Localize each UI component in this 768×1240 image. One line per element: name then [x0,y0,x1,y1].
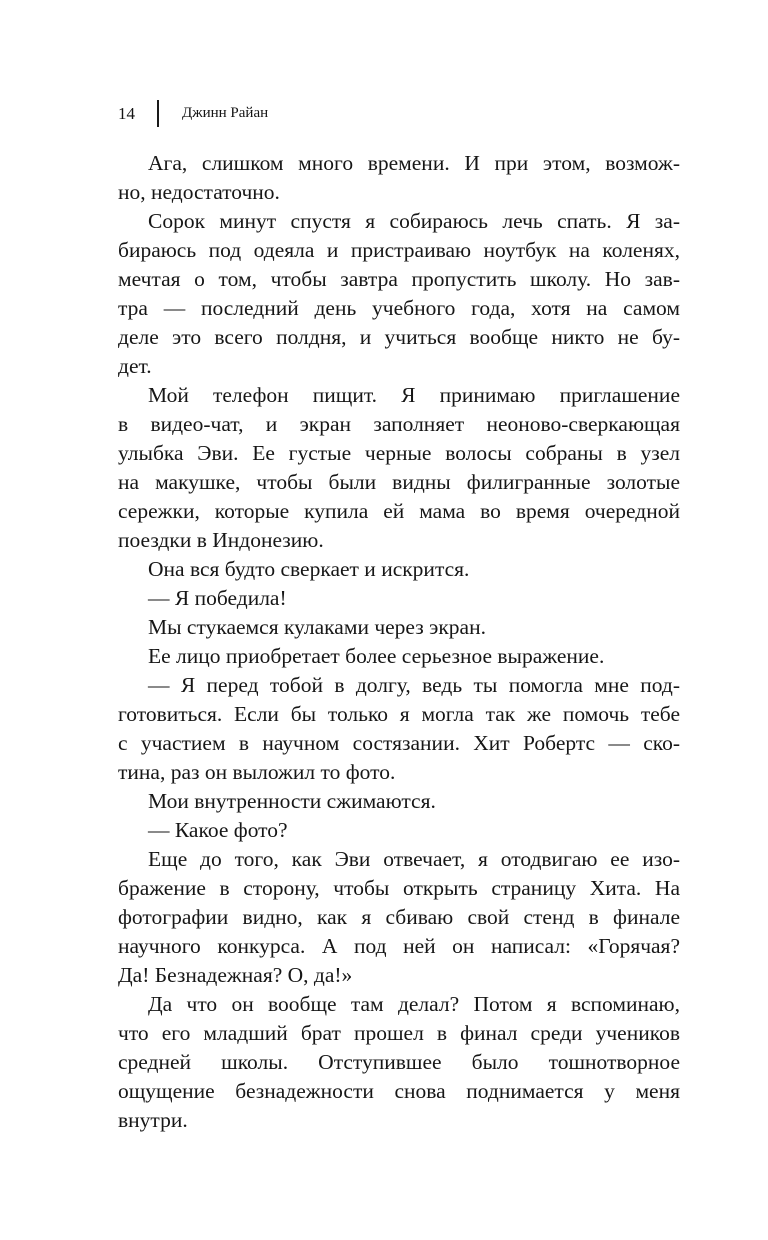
paragraph [118,584,680,613]
paragraph [118,787,680,816]
text-line: готовиться. Если бы только я могла так же помочь тебе [118,702,680,726]
header-divider [157,100,159,127]
text-line: в видео-чат, и экран заполняет неоново-сверкающая [118,412,680,436]
body-text [118,149,680,1135]
page-number: 14 [118,104,135,123]
paragraph [118,990,680,1135]
text-line: с участием в научном состязании. Хит Робертс — ско- [118,731,680,755]
text-line: Мы стукаемся кулаками через экран. [148,615,486,639]
paragraph [118,613,680,642]
text-line: научного конкурса. А под ней он написал: «Горячая? [118,934,680,958]
text-line: но, недостаточно. [118,180,280,204]
paragraph [118,207,680,381]
text-line: — Я победила! [148,586,287,610]
paragraph [118,642,680,671]
text-line: Ага, слишком много времени. И при этом, возмож- [148,151,680,175]
text-line: Мои внутренности сжимаются. [148,789,436,813]
text-line: тина, раз он выложил то фото. [118,760,396,784]
text-line: фотографии видно, как я сбиваю свой стенд в финале [118,905,680,929]
text-line: что его младший брат прошел в финал среди учеников [118,1021,680,1045]
text-line: Ее лицо приобретает более серьезное выражение. [148,644,605,668]
paragraph [118,816,680,845]
text-line: Еще до того, как Эви отвечает, я отодвигаю ее изо- [148,847,680,871]
paragraph [118,671,680,787]
text-line: Да что он вообще там делал? Потом я вспоминаю, [148,992,680,1016]
text-line: средней школы. Отступившее было тошнотворное [118,1050,680,1074]
paragraph [118,555,680,584]
text-line: бираюсь под одеяла и пристраиваю ноутбук на коленях, [118,238,680,262]
text-line: — Какое фото? [148,818,288,842]
running-header [118,100,268,127]
text-line: внутри. [118,1108,188,1132]
text-line: Да! Безнадежная? О, да!» [118,963,353,987]
text-line: сережки, которые купила ей мама во время очередной [118,499,680,523]
text-line: Она вся будто сверкает и искрится. [148,557,470,581]
text-line: улыбка Эви. Ее густые черные волосы собраны в узел [118,441,680,465]
text-line: мечтая о том, чтобы завтра пропустить школу. Но зав- [118,267,680,291]
paragraph [118,149,680,207]
text-line: деле это всего полдня, и учиться вообще никто не бу- [118,325,680,349]
text-line: дет. [118,354,152,378]
text-line: ощущение безнадежности снова поднимается у меня [118,1079,680,1103]
text-line: — Я перед тобой в долгу, ведь ты помогла мне под- [148,673,680,697]
text-line: на макушке, чтобы были видны филигранные золотые [118,470,680,494]
text-line: Сорок минут спустя я собираюсь лечь спать. Я за- [148,209,680,233]
paragraph [118,381,680,555]
text-line: бражение в сторону, чтобы открыть страницу Хита. На [118,876,680,900]
running-head-author: Джинн Райан [182,105,269,121]
paragraph [118,845,680,990]
text-line: Мой телефон пищит. Я принимаю приглашение [148,383,680,407]
text-line: поездки в Индонезию. [118,528,324,552]
text-line: тра — последний день учебного года, хотя на самом [118,296,680,320]
